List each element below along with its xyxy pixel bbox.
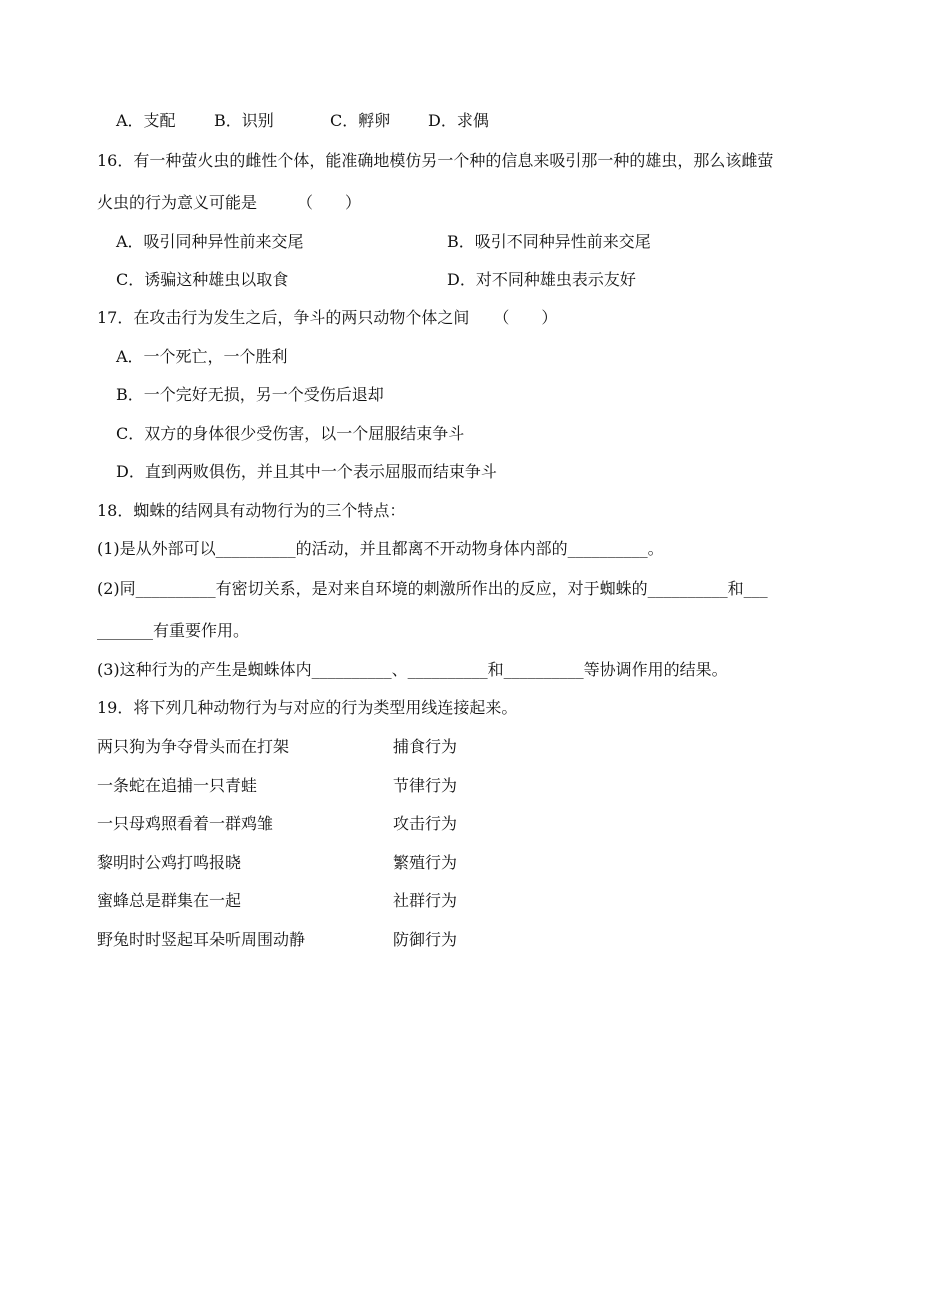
- q17-option-c: C．双方的身体很少受伤害，以一个屈服结束争斗: [116, 424, 465, 443]
- q17-option-d: D．直到两败俱伤，并且其中一个表示屈服而结束争斗: [116, 462, 497, 481]
- q19-type: 攻击行为: [393, 814, 458, 833]
- q19-behavior: 一条蛇在追捕一只青蛙: [97, 776, 258, 795]
- q18-item1: (1)是从外部可以__________的活动，并且都离不开动物身体内部的__________。: [97, 539, 664, 558]
- q18-stem: 18．蜘蛛的结网具有动物行为的三个特点：: [97, 501, 406, 520]
- q18-item2-line2: _______有重要作用。: [97, 621, 250, 640]
- q15-option-c: C．孵卵: [330, 111, 391, 130]
- q19-type: 繁殖行为: [393, 853, 458, 872]
- q19-type: 防御行为: [393, 930, 458, 949]
- q16-options-row2: [0, 270, 950, 290]
- q18-item3: (3)这种行为的产生是蜘蛛体内__________、__________和__________等协调作用的结果。: [97, 660, 728, 679]
- q19-type: 节律行为: [393, 776, 458, 795]
- q19-behavior: 两只狗为争夺骨头而在打架: [97, 737, 290, 756]
- q15-option-b: B．识别: [214, 111, 274, 130]
- q19-behavior: 蜜蜂总是群集在一起: [97, 891, 242, 910]
- q16-stem-line2: 火虫的行为意义可能是 （ ）: [97, 193, 362, 212]
- q19-behavior: 一只母鸡照看着一群鸡雏: [97, 814, 274, 833]
- q15-options: [0, 111, 950, 131]
- q16-option-d: D．对不同种雄虫表示友好: [447, 270, 636, 289]
- q19-behavior: 黎明时公鸡打鸣报晓: [97, 853, 242, 872]
- q18-item2-line1: (2)同__________有密切关系，是对来自环境的刺激所作出的反应，对于蜘蛛的__________和___: [97, 579, 768, 598]
- q16-stem-line1: 16．有一种萤火虫的雌性个体，能准确地模仿另一个种的信息来吸引那一种的雄虫，那么该雌萤: [97, 151, 774, 170]
- q19-type: 社群行为: [393, 891, 458, 910]
- q17-stem: 17．在攻击行为发生之后，争斗的两只动物个体之间 （ ）: [97, 308, 558, 327]
- q16-option-a: A．吸引同种异性前来交尾: [116, 232, 304, 251]
- q17-option-a: A．一个死亡，一个胜利: [116, 347, 288, 366]
- q19-type: 捕食行为: [393, 737, 458, 756]
- q17-option-b: B．一个完好无损，另一个受伤后退却: [116, 385, 384, 404]
- q16-option-c: C．诱骗这种雄虫以取食: [116, 270, 289, 289]
- q15-option-a: A．支配: [116, 111, 176, 130]
- q15-option-d: D．求偶: [428, 111, 489, 130]
- q16-options-row1: [0, 232, 950, 252]
- q19-behavior: 野兔时时竖起耳朵听周围动静: [97, 930, 306, 949]
- q19-stem: 19．将下列几种动物行为与对应的行为类型用线连接起来。: [97, 698, 518, 717]
- q16-option-b: B．吸引不同种异性前来交尾: [447, 232, 651, 251]
